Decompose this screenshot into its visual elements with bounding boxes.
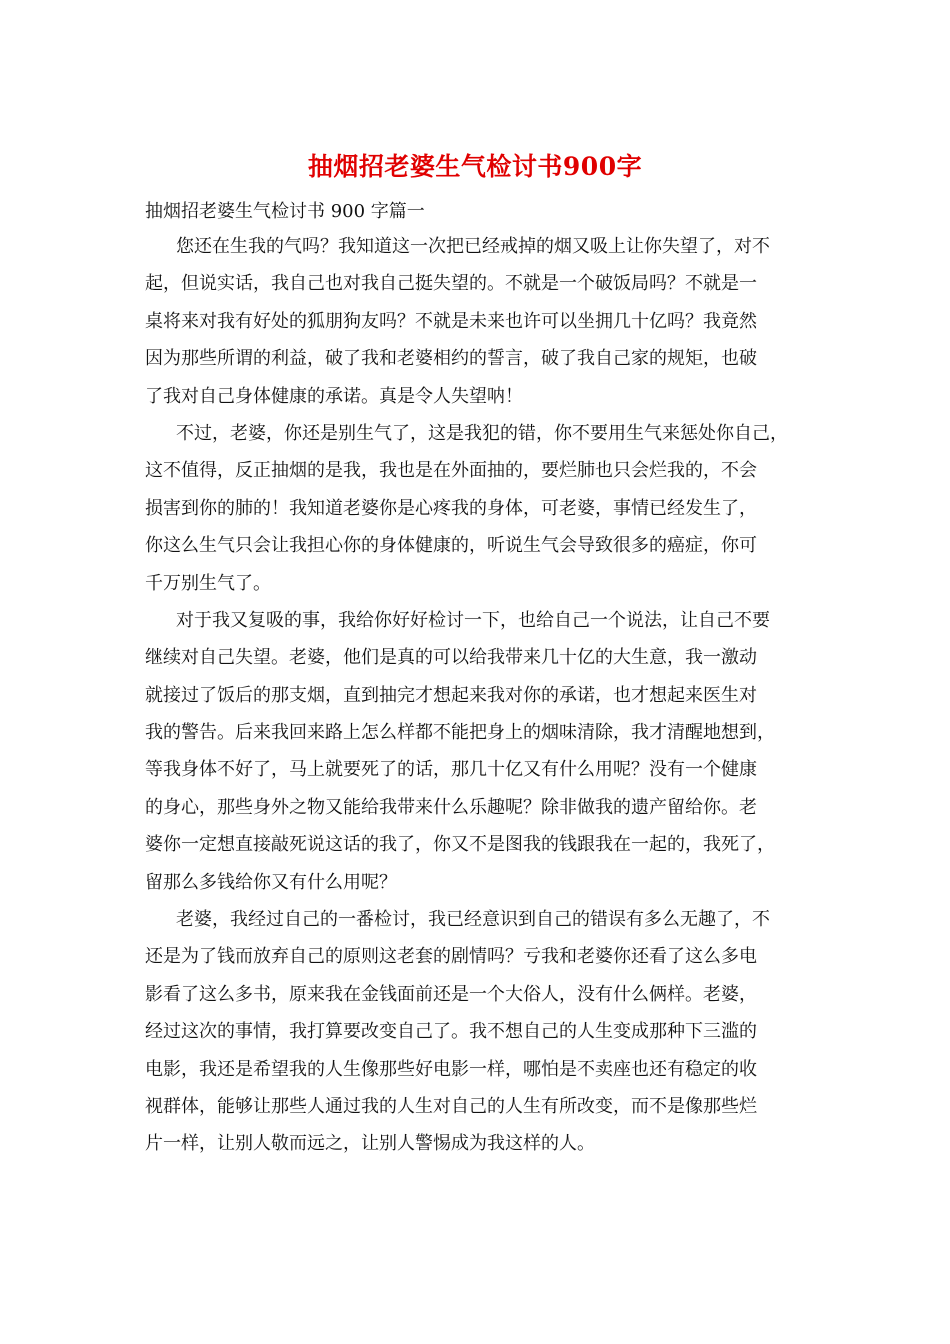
paragraph-3-line: 就接过了饭后的那支烟，直到抽完才想起来我对你的承诺，也才想起来医生对: [145, 684, 757, 706]
paragraph-2-line: 这不值得，反正抽烟的是我，我也是在外面抽的，要烂肺也只会烂我的，不会: [145, 460, 757, 482]
paragraph-3-line: 留那么多钱给你又有什么用呢？: [145, 871, 397, 893]
paragraph-3-line: 继续对自己失望。老婆，他们是真的可以给我带来几十亿的大生意，我一激动: [145, 647, 757, 669]
paragraph-3-line: 婆你一定想直接敲死说这话的我了，你又不是图我的钱跟我在一起的，我死了，: [145, 834, 775, 856]
paragraph-4-line: 老婆，我经过自己的一番检讨，我已经意识到自己的错误有多么无趣了，不: [176, 909, 770, 931]
paragraph-2-line: 不过，老婆，你还是别生气了，这是我犯的错，你不要用生气来惩处你自己，: [176, 422, 788, 444]
paragraph-4-line: 还是为了钱而放弃自己的原则这老套的剧情吗？亏我和老婆你还看了这么多电: [145, 946, 757, 968]
paragraph-1-line: 您还在生我的气吗？我知道这一次把已经戒掉的烟又吸上让你失望了，对不: [176, 236, 770, 257]
paragraph-3-line: 的身心，那些身外之物又能给我带来什么乐趣呢？除非做我的遗产留给你。老: [145, 796, 757, 818]
document-body: [145, 228, 825, 1163]
document-subtitle: 抽烟招老婆生气检讨书 900 字篇一: [145, 201, 425, 222]
paragraph-4-line: 视群体，能够让那些人通过我的人生对自己的人生有所改变，而不是像那些烂: [145, 1095, 757, 1117]
paragraph-2-line: 千万别生气了。: [145, 572, 271, 594]
paragraph-3-line: 我的警告。后来我回来路上怎么样都不能把身上的烟味清除，我才清醒地想到，: [145, 722, 775, 744]
paragraph-4-line: 影看了这么多书，原来我在金钱面前还是一个大俗人，没有什么俩样。老婆，: [145, 983, 757, 1005]
paragraph-3-line: 等我身体不好了，马上就要死了的话，那几十亿又有什么用呢？没有一个健康: [145, 759, 757, 781]
paragraph-1-line: 了我对自己身体健康的承诺。真是令人失望呐！: [145, 385, 523, 407]
paragraph-2-line: 损害到你的肺的！我知道老婆你是心疼我的身体，可老婆，事情已经发生了，: [145, 497, 757, 519]
paragraph-4-line: 电影，我还是希望我的人生像那些好电影一样，哪怕是不卖座也还有稳定的收: [145, 1058, 757, 1080]
paragraph-3-line: 对于我又复吸的事，我给你好好检讨一下，也给自己一个说法，让自己不要: [176, 609, 770, 631]
paragraph-2-line: 你这么生气只会让我担心你的身体健康的，听说生气会导致很多的癌症，你可: [145, 535, 757, 557]
paragraph-1-line: 起，但说实话，我自己也对我自己挺失望的。不就是一个破饭局吗？不就是一: [145, 273, 757, 295]
paragraph-1-line: 桌将来对我有好处的狐朋狗友吗？不就是未来也许可以坐拥几十亿吗？我竟然: [145, 310, 757, 332]
document-title: 抽烟招老婆生气检讨书900字: [307, 152, 643, 181]
paragraph-4-line: 片一样，让别人敬而远之，让别人警惕成为我这样的人。: [145, 1133, 595, 1155]
paragraph-1-line: 因为那些所谓的利益，破了我和老婆相约的誓言，破了我自己家的规矩，也破: [145, 348, 757, 370]
paragraph-4-line: 经过这次的事情，我打算要改变自己了。我不想自己的人生变成那种下三滥的: [145, 1021, 757, 1043]
